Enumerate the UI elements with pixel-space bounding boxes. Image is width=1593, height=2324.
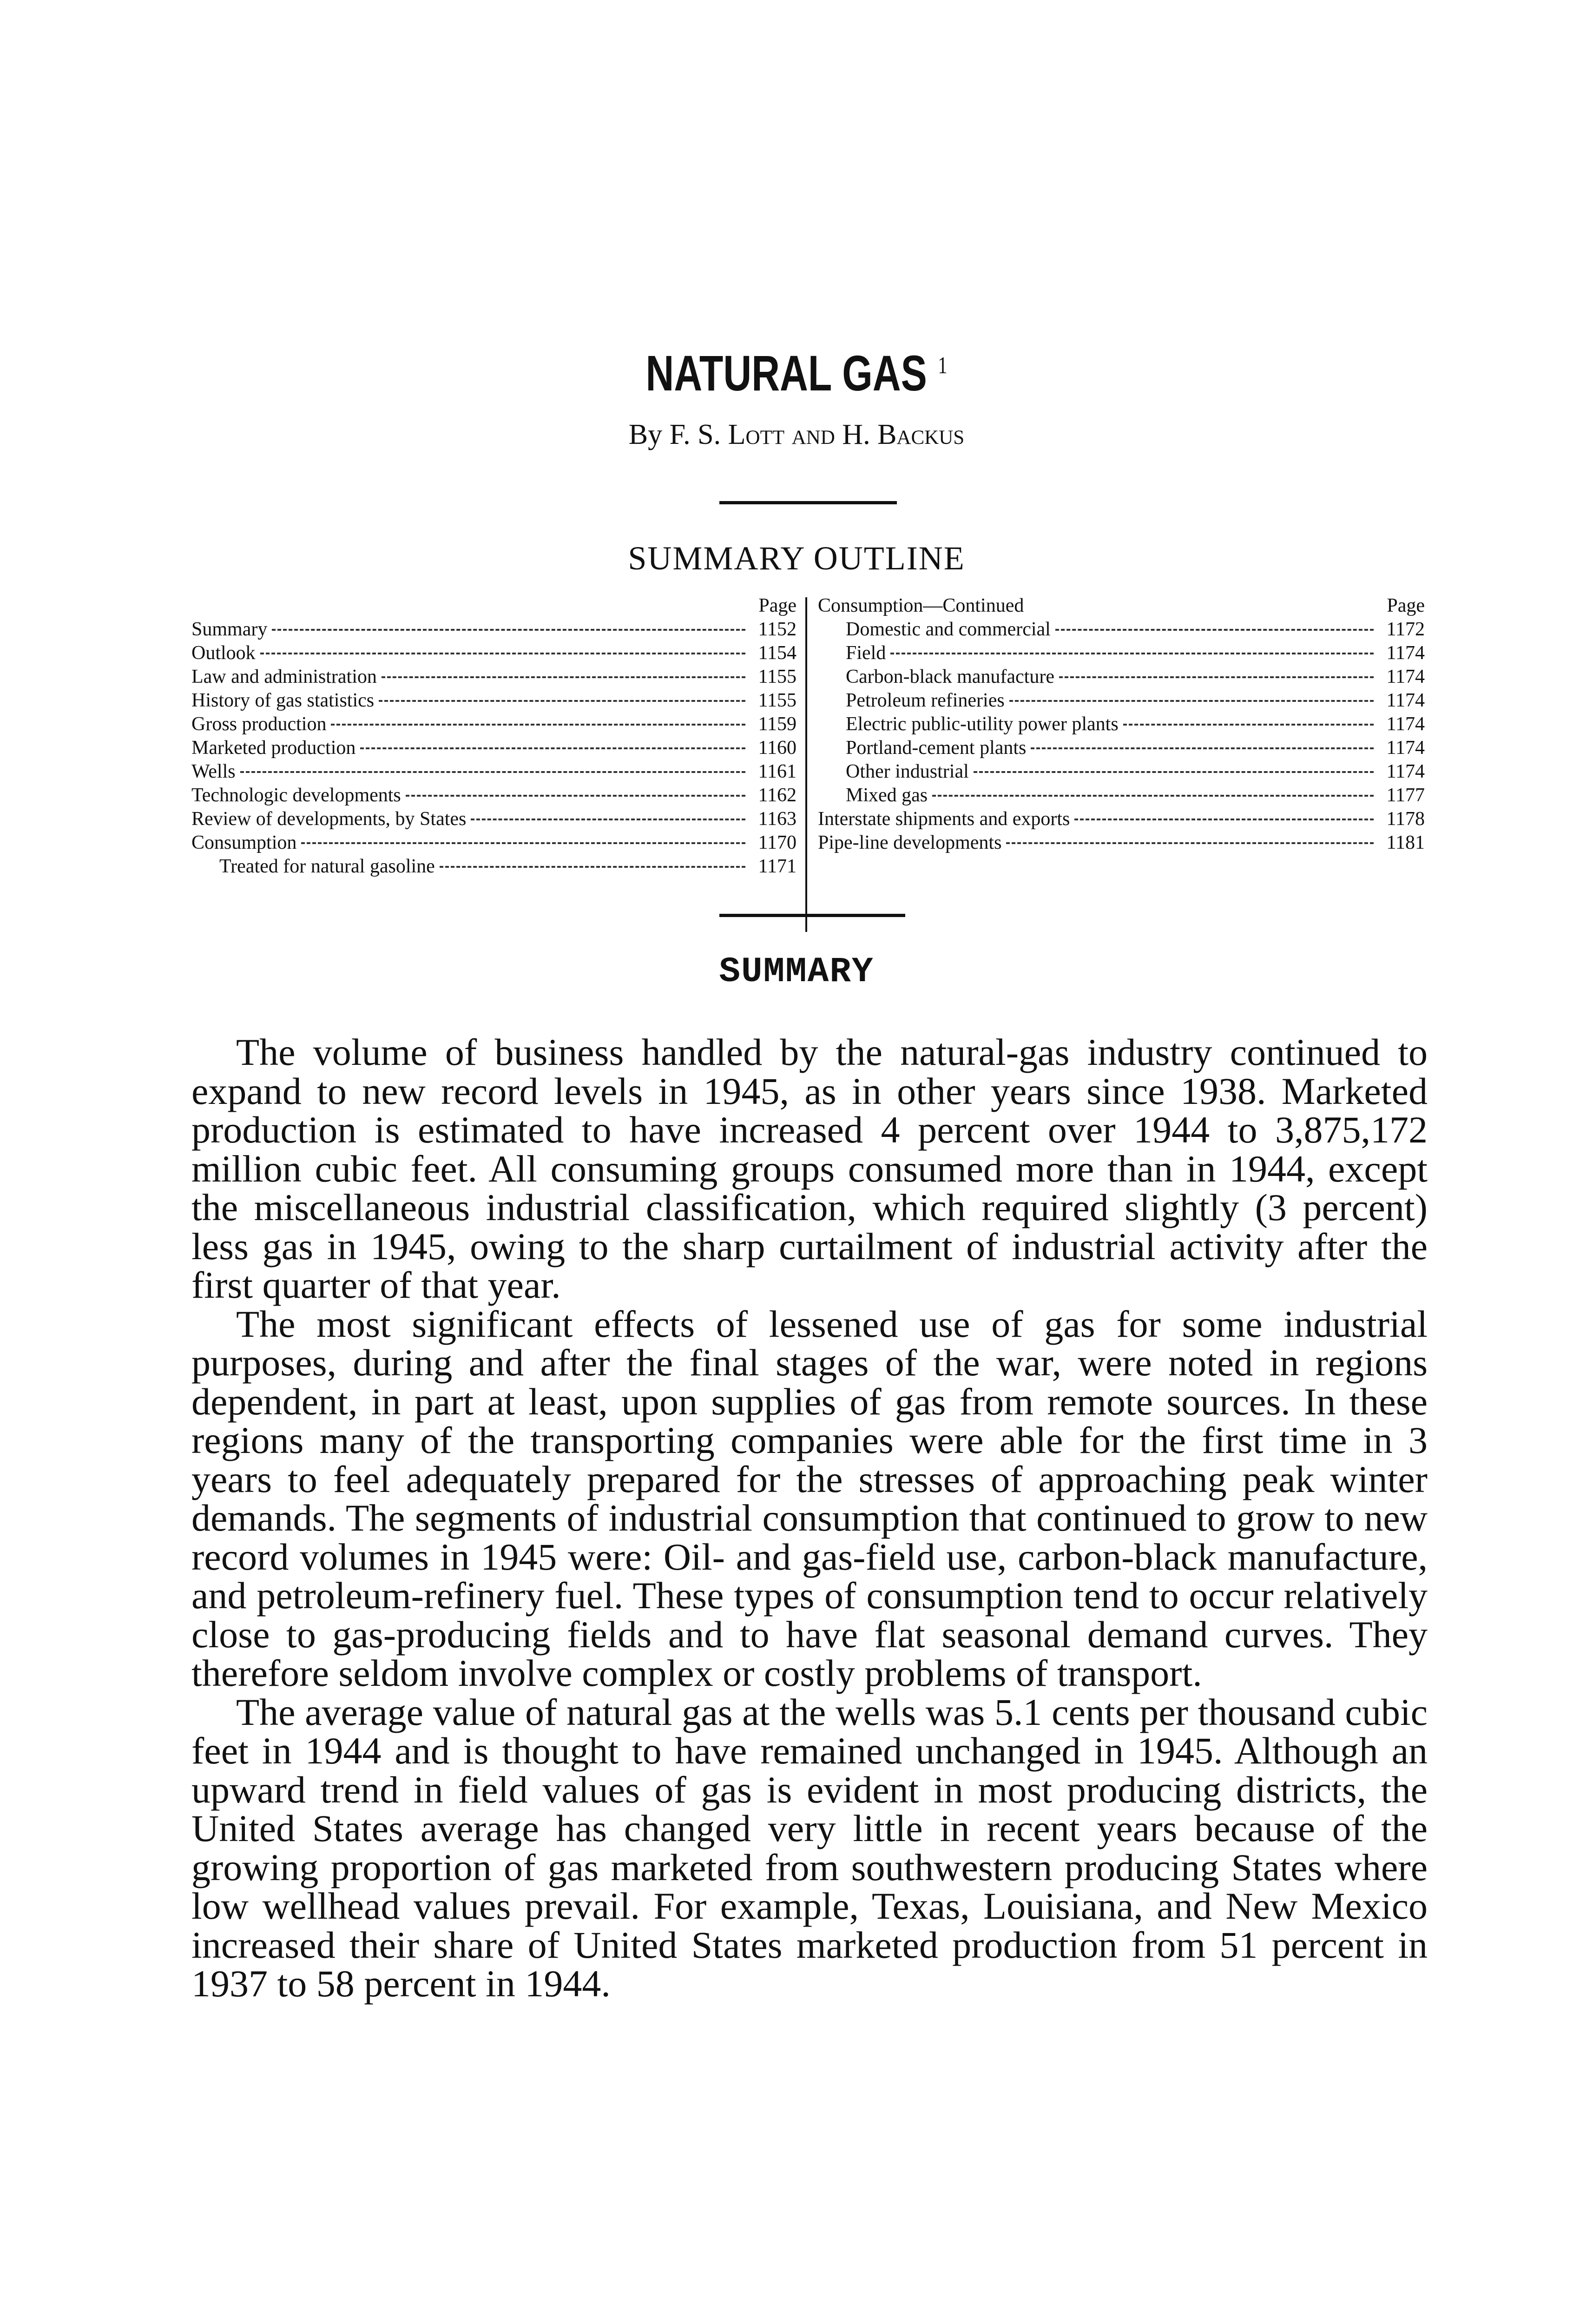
dot-leader: [1009, 700, 1374, 702]
outline-entry: [818, 618, 1425, 641]
outline-entry-page: 1174: [1386, 761, 1425, 782]
outline-entry: [818, 665, 1425, 689]
outline-entry-label: Pipe-line developments: [818, 832, 1002, 853]
outline-entry: [191, 618, 796, 641]
dot-leader: [1031, 747, 1374, 749]
summary-body: [191, 1033, 1428, 2003]
outline-entry: [818, 713, 1425, 736]
outline-entry-label: Wells: [191, 761, 236, 782]
outline-right-column: [818, 594, 1425, 855]
outline-entry: [191, 784, 796, 807]
outline-entry: [191, 855, 796, 878]
outline-entry-label: History of gas statistics: [191, 690, 375, 711]
outline-entry: [818, 784, 1425, 807]
outline-entry: [818, 807, 1425, 831]
outline-entry-page: 1172: [1386, 619, 1425, 640]
outline-entry-label: Gross production: [191, 713, 327, 735]
paragraph: The volume of business handled by the natural-gas industry continued to expand to new record levels in 1945, as in other years since 1938. Marketed production is estimated to have increased 4 percent over 1944 to 3,875,172 million cubic feet. All consuming groups consumed more than in 1944, except the miscellaneous industrial classification, which required slightly (3 percent) less gas in 1945, owing to the sharp curtailment of industrial activity after the first quarter of that year.: [191, 1031, 1428, 1306]
outline-entry-page: 1155: [758, 666, 796, 687]
outline-entry: [818, 760, 1425, 784]
outline-entry-label: Portland-cement plants: [846, 737, 1027, 759]
outline-left-column: [191, 594, 796, 878]
outline-entry: [191, 713, 796, 736]
title-footnote-mark: 1: [938, 352, 948, 379]
page-column-header: Page: [758, 595, 796, 616]
dot-leader: [240, 771, 745, 773]
outline-entry-page: 1155: [758, 690, 796, 711]
outline-entry: [818, 641, 1425, 665]
right-column-header: [818, 594, 1425, 618]
outline-entry-page: 1174: [1386, 666, 1425, 687]
outline-entry-page: 1161: [758, 761, 796, 782]
outline-entry-page: 1174: [1386, 737, 1425, 759]
outline-entry-label: Field: [846, 642, 886, 664]
byline-author-2: H. Backus: [842, 419, 965, 450]
outline-entry-label: Mixed gas: [846, 785, 928, 806]
column-divider: [805, 597, 807, 932]
outline-entry-label: Other industrial: [846, 761, 969, 782]
outline-entry-page: 1181: [1386, 832, 1425, 853]
dot-leader: [932, 795, 1374, 797]
byline-author-1: Lott: [728, 419, 785, 450]
outline-entry-page: 1177: [1386, 785, 1425, 806]
outline-entry-page: 1174: [1386, 642, 1425, 664]
dot-leader: [1123, 724, 1374, 726]
dot-leader: [331, 724, 745, 726]
outline-entry-label: Interstate shipments and exports: [818, 808, 1070, 830]
outline-entry-page: 1159: [758, 713, 796, 735]
outline-entry-label: Summary: [191, 619, 268, 640]
outline-entry-page: 1174: [1386, 690, 1425, 711]
outline-entry-label: Outlook: [191, 642, 256, 664]
paragraph: The average value of natural gas at the wells was 5.1 cents per thousand cubic feet in 1944 and is thought to have remained unchanged in 1945. Although an upward trend in field values of gas is evident in most producing districts, the United States average has changed very little in recent years because of the growing proportion of gas marketed from southwestern producing States where low wellhead values prevail. For example, Texas, Louisiana, and New Mexico increased their share of United States marketed production from 51 percent in 1937 to 58 percent in 1944.: [191, 1690, 1428, 2005]
page-column-header-right: Page: [1387, 595, 1425, 616]
byline-and: and: [791, 419, 835, 450]
outline-entry-label: Petroleum refineries: [846, 690, 1005, 711]
outline-entry-page: 1171: [758, 856, 796, 877]
outline-entry-label: Review of developments, by States: [191, 808, 467, 830]
dot-leader: [1059, 676, 1374, 678]
dot-leader: [382, 676, 745, 678]
dot-leader: [974, 771, 1374, 773]
outline-entry-page: 1174: [1386, 713, 1425, 735]
outline-entry: [818, 689, 1425, 713]
outline-entry-page: 1160: [758, 737, 796, 759]
dot-leader: [301, 842, 745, 844]
outline-entry-label: Consumption: [191, 832, 297, 853]
outline-heading: SUMMARY OUTLINE: [628, 540, 965, 577]
outline-entry-label: Technologic developments: [191, 785, 401, 806]
dot-leader: [440, 866, 745, 868]
outline-entry-page: 1170: [758, 832, 796, 853]
outline-entry-page: 1163: [758, 808, 796, 830]
divider-rule: [719, 914, 905, 917]
outline-entry-label: Law and administration: [191, 666, 377, 687]
byline-prefix: By F. S.: [628, 419, 721, 450]
dot-leader: [1055, 629, 1374, 631]
dot-leader: [406, 795, 745, 797]
byline: [0, 418, 1593, 451]
dot-leader: [260, 653, 745, 654]
outline-entry-label: Domestic and commercial: [846, 619, 1051, 640]
outline-entry-page: 1154: [758, 642, 796, 664]
page-title: [175, 344, 1418, 402]
outline-entry: [191, 807, 796, 831]
outline-entry: [191, 689, 796, 713]
divider-rule: [719, 501, 897, 504]
outline-entry-label: Carbon-black manufacture: [846, 666, 1054, 687]
outline-entry-label: Marketed production: [191, 737, 356, 759]
dot-leader: [272, 629, 745, 631]
outline-entry-page: 1178: [1386, 808, 1425, 830]
outline-entry-page: 1162: [758, 785, 796, 806]
dot-leader: [890, 653, 1374, 654]
outline-entry: [818, 831, 1425, 855]
dot-leader: [1006, 842, 1374, 844]
outline-entry-label: Electric public-utility power plants: [846, 713, 1119, 735]
paragraph: The most significant effects of lessened use of gas for some industrial purposes, during and after the final stages of the war, were noted in regions dependent, in part at least, upon supplies of gas from remote sources. In these regions many of the transporting companies were able for the first time in 3 years to feel adequately prepared for the stresses of approaching peak winter demands. The segments of industrial consumption that continued to grow to new record volumes in 1945 were: Oil- and gas-field use, carbon-black manufacture, and petroleum-refinery fuel. These types of consumption tend to occur relatively close to gas-producing fields and to have flat seasonal demand curves. They therefore seldom involve complex or costly problems of transport.: [191, 1302, 1428, 1694]
outline-entry: [191, 760, 796, 784]
dot-leader: [471, 819, 745, 820]
outline-entry: [191, 641, 796, 665]
summary-heading: SUMMARY: [719, 952, 874, 992]
outline-entry: [818, 736, 1425, 760]
dot-leader: [379, 700, 745, 702]
outline-entry: [191, 831, 796, 855]
outline-entry: [191, 665, 796, 689]
outline-entry-page: 1152: [758, 619, 796, 640]
outline-entry: [191, 736, 796, 760]
continued-header: Consumption—Continued: [818, 595, 1024, 616]
dot-leader: [360, 747, 745, 749]
dot-leader: [1074, 819, 1374, 820]
outline-entry-label: Treated for natural gasoline: [219, 856, 435, 877]
title-text: NATURAL GAS: [645, 345, 927, 401]
